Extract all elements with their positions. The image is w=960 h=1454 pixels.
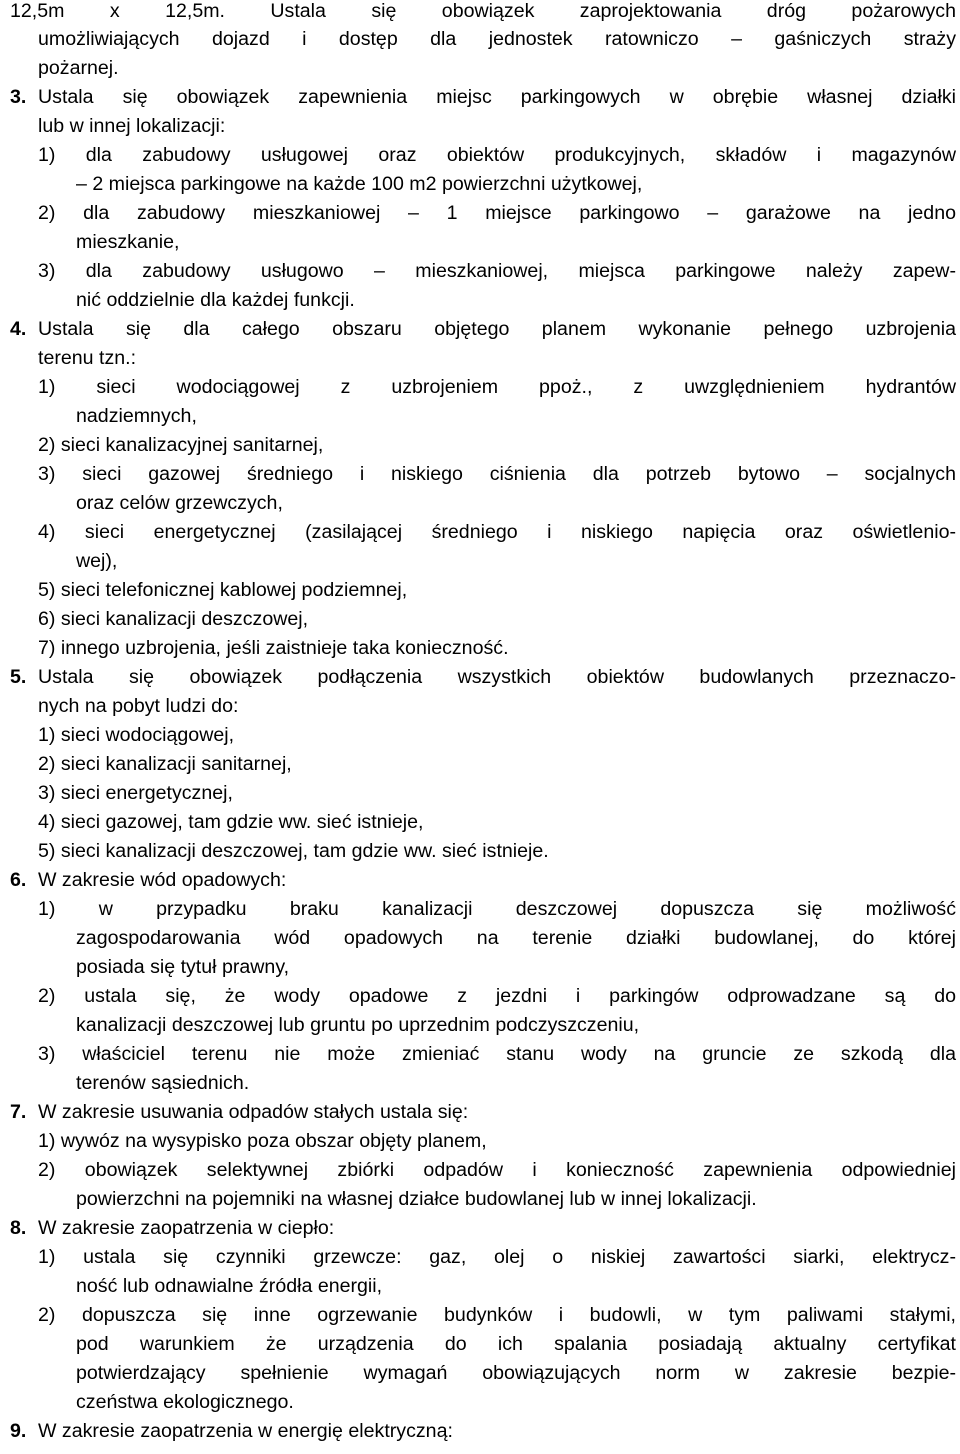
section-line: 4) sieci gazowej, tam gdzie ww. sieć istnieje,	[38, 811, 424, 833]
section-line: 7) innego uzbrojenia, jeśli zaistnieje taka konieczność.	[38, 637, 509, 659]
section-line: posiada się tytuł prawny,	[76, 956, 290, 978]
section-line: 3) sieci energetycznej,	[38, 782, 233, 804]
section-line: nadziemnych,	[76, 405, 197, 427]
intro-line: umożliwiających dojazd i dostęp dla jednostek ratowniczo – gaśniczych straży	[38, 28, 956, 50]
section-line: 5) sieci kanalizacji deszczowej, tam gdzie ww. sieć istnieje.	[38, 840, 549, 862]
section-line: 2) sieci kanalizacji sanitarnej,	[38, 753, 292, 775]
section-number: 9.	[10, 1420, 27, 1442]
section-line: 2) sieci kanalizacyjnej sanitarnej,	[38, 434, 324, 456]
section-line: kanalizacji deszczowej lub gruntu po uprzednim podczyszczeniu,	[76, 1014, 640, 1036]
section-line: pod warunkiem że urządzenia do ich spalania posiadają aktualny certyfikat	[76, 1333, 956, 1355]
section-line: nić oddzielnie dla każdej funkcji.	[76, 289, 355, 311]
section-line: W zakresie wód opadowych:	[38, 869, 287, 891]
section-line: 2) obowiązek selektywnej zbiórki odpadów i konieczność zapewnienia odpowiedniej	[38, 1159, 956, 1181]
section-line: 3) właściciel terenu nie może zmieniać stanu wody na gruncie ze szkodą dla	[38, 1043, 956, 1065]
section-number: 3.	[10, 86, 27, 108]
section-line: ność lub odnawialne źródła energii,	[76, 1275, 383, 1297]
section-line: 4) sieci energetycznej (zasilającej średniego i niskiego napięcia oraz oświetlenio-	[38, 521, 956, 543]
section-line: potwierdzający spełnienie wymagań obowiązujących norm w zakresie bezpie-	[76, 1362, 956, 1384]
intro-line: pożarnej.	[38, 57, 119, 79]
section-line: terenu tzn.:	[38, 347, 137, 369]
section-line: 2) dopuszcza się inne ogrzewanie budynków i budowli, w tym paliwami stałymi,	[38, 1304, 956, 1326]
section-line: 3) sieci gazowej średniego i niskiego ciśnienia dla potrzeb bytowo – socjalnych	[38, 463, 956, 485]
section-line: powierzchni na pojemniki na własnej działce budowlanej lub w innej lokalizacji.	[76, 1188, 757, 1210]
section-number: 4.	[10, 318, 27, 340]
section-line: 1) sieci wodociągowej,	[38, 724, 235, 746]
section-line: 1) sieci wodociągowej z uzbrojeniem ppoż., z uwzględnieniem hydrantów	[38, 376, 956, 398]
section-line: 5) sieci telefonicznej kablowej podziemnej,	[38, 579, 408, 601]
section-line: Ustala się obowiązek zapewnienia miejsc parkingowych w obrębie własnej działki	[38, 86, 956, 108]
section-line: zagospodarowania wód opadowych na terenie działki budowlanej, do której	[76, 927, 956, 949]
section-number: 7.	[10, 1101, 27, 1123]
section-number: 8.	[10, 1217, 27, 1239]
section-line: terenów sąsiednich.	[76, 1072, 250, 1094]
section-number: 6.	[10, 869, 27, 891]
section-line: 3) dla zabudowy usługowo – mieszkaniowej, miejsca parkingowe należy zapew-	[38, 260, 956, 282]
section-line: 1) wywóz na wysypisko poza obszar objęty planem,	[38, 1130, 487, 1152]
section-line: mieszkanie,	[76, 231, 180, 253]
intro-line: 12,5m x 12,5m. Ustala się obowiązek zaprojektowania dróg pożarowych	[10, 0, 956, 22]
section-line: wej),	[76, 550, 118, 572]
section-line: 2) ustala się, że wody opadowe z jezdni i parkingów odprowadzane są do	[38, 985, 956, 1007]
section-line: 6) sieci kanalizacji deszczowej,	[38, 608, 309, 630]
section-line: oraz celów grzewczych,	[76, 492, 283, 514]
section-line: 1) ustala się czynniki grzewcze: gaz, olej o niskiej zawartości siarki, elektrycz-	[38, 1246, 956, 1268]
section-line: W zakresie zaopatrzenia w ciepło:	[38, 1217, 335, 1239]
section-line: 1) w przypadku braku kanalizacji deszczowej dopuszcza się możliwość	[38, 898, 956, 920]
section-line: Ustala się dla całego obszaru objętego planem wykonanie pełnego uzbrojenia	[38, 318, 956, 340]
section-line: nych na pobyt ludzi do:	[38, 695, 239, 717]
section-line: 2) dla zabudowy mieszkaniowej – 1 miejsce parkingowo – garażowe na jedno	[38, 202, 956, 224]
section-line: lub w innej lokalizacji:	[38, 115, 226, 137]
section-line: W zakresie zaopatrzenia w energię elektryczną:	[38, 1420, 453, 1442]
section-line: Ustala się obowiązek podłączenia wszystkich obiektów budowlanych przeznaczo-	[38, 666, 956, 688]
section-line: czeństwa ekologicznego.	[76, 1391, 294, 1413]
section-number: 5.	[10, 666, 27, 688]
section-line: 1) dla zabudowy usługowej oraz obiektów produkcyjnych, składów i magazynów	[38, 144, 956, 166]
section-line: W zakresie usuwania odpadów stałych ustala się:	[38, 1101, 469, 1123]
section-line: – 2 miejsca parkingowe na każde 100 m2 powierzchni użytkowej,	[76, 173, 643, 195]
